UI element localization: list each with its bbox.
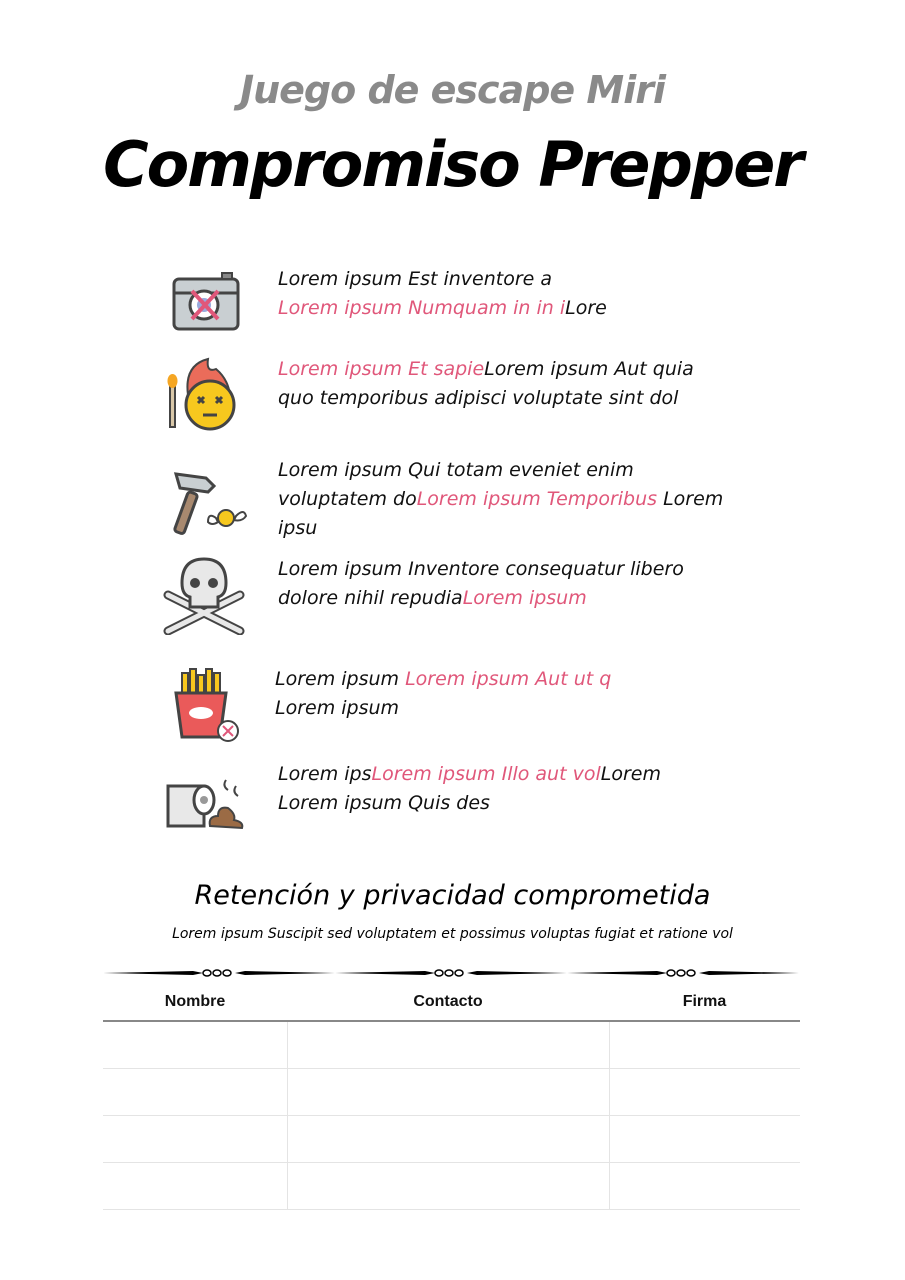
toilet-paper-poop-icon — [160, 760, 250, 840]
text-line — [278, 584, 684, 613]
item-text — [278, 456, 723, 543]
cell-nombre[interactable] — [103, 1021, 287, 1069]
text-segment: Lorem — [600, 763, 661, 785]
section-subtitle: Lorem ipsum Suscipit sed voluptatem et possimus voluptas fugiat et ratione vol — [172, 926, 733, 942]
list-item — [160, 265, 800, 345]
text-segment: Lorem ipsum Est inventore a — [278, 268, 553, 290]
table-row — [103, 1069, 800, 1116]
text-segment: Lorem ips — [278, 763, 372, 785]
cell-nombre[interactable] — [103, 1116, 287, 1163]
column-header-contacto: Contacto — [287, 983, 609, 1021]
cell-nombre[interactable] — [103, 1163, 287, 1210]
highlighted-text: Lorem ipsum Illo aut vol — [371, 763, 601, 785]
cell-firma[interactable] — [609, 1021, 800, 1069]
ornamental-divider — [103, 964, 800, 982]
text-segment: quo temporibus adipisci voluptate sint dol — [278, 387, 679, 409]
cell-firma[interactable] — [609, 1163, 800, 1210]
text-line — [275, 665, 611, 694]
table-row — [103, 1116, 800, 1163]
cell-contacto[interactable] — [287, 1069, 609, 1116]
item-text — [278, 555, 684, 613]
cell-contacto[interactable] — [287, 1163, 609, 1210]
text-segment: Lorem ipsum Qui totam eveniet enim — [278, 459, 634, 481]
page-title: Compromiso Prepper — [103, 128, 802, 201]
text-segment: Lore — [565, 297, 607, 319]
no-fries-icon — [160, 665, 250, 745]
list-item — [160, 460, 800, 540]
text-segment: ipsu — [278, 517, 318, 539]
skull-crossbones-icon — [160, 555, 250, 635]
text-segment: voluptatem do — [278, 488, 417, 510]
item-text — [278, 760, 661, 818]
text-line — [278, 789, 661, 818]
text-segment: Lorem ipsum Quis des — [278, 792, 490, 814]
burning-face-match-icon — [160, 355, 250, 435]
text-segment: Lorem ipsum Aut quia — [484, 358, 694, 380]
hammer-flying-coin-icon — [160, 460, 250, 540]
text-line — [278, 384, 694, 413]
signature-table — [103, 983, 800, 1210]
text-line — [278, 514, 723, 543]
highlighted-text: Lorem ipsum Temporibus — [416, 488, 658, 510]
text-line — [278, 265, 607, 294]
text-line — [275, 694, 611, 723]
cell-contacto[interactable] — [287, 1021, 609, 1069]
column-header-firma: Firma — [609, 983, 800, 1021]
table-row — [103, 1163, 800, 1210]
item-text — [278, 265, 607, 323]
text-line — [278, 760, 661, 789]
cell-contacto[interactable] — [287, 1116, 609, 1163]
cell-nombre[interactable] — [103, 1069, 287, 1116]
subtitle: Juego de escape Miri — [239, 68, 666, 112]
list-item — [160, 555, 800, 635]
highlighted-text: Lorem ipsum Aut ut q — [405, 668, 612, 690]
item-text — [275, 665, 611, 723]
text-segment: Lorem ipsum — [275, 668, 406, 690]
text-line — [278, 555, 684, 584]
list-item — [160, 760, 800, 840]
section-title: Retención y privacidad comprometida — [194, 880, 711, 911]
text-segment: Lorem ipsum Inventore consequatur libero — [278, 558, 684, 580]
list-item — [160, 665, 800, 745]
text-line — [278, 294, 607, 323]
column-header-nombre: Nombre — [103, 983, 287, 1021]
text-segment: Lorem ipsum — [275, 697, 400, 719]
list-item — [160, 355, 800, 435]
cell-firma[interactable] — [609, 1069, 800, 1116]
highlighted-text: Lorem ipsum — [462, 587, 587, 609]
text-segment: dolore nihil repudia — [278, 587, 463, 609]
text-line — [278, 485, 723, 514]
table-row — [103, 1021, 800, 1069]
text-line — [278, 355, 694, 384]
item-text — [278, 355, 694, 413]
highlighted-text: Lorem ipsum Numquam in in i — [278, 297, 566, 319]
cell-firma[interactable] — [609, 1116, 800, 1163]
broken-camera-icon — [160, 265, 250, 345]
highlighted-text: Lorem ipsum Et sapie — [278, 358, 485, 380]
text-line — [278, 456, 723, 485]
text-segment: Lorem — [657, 488, 724, 510]
